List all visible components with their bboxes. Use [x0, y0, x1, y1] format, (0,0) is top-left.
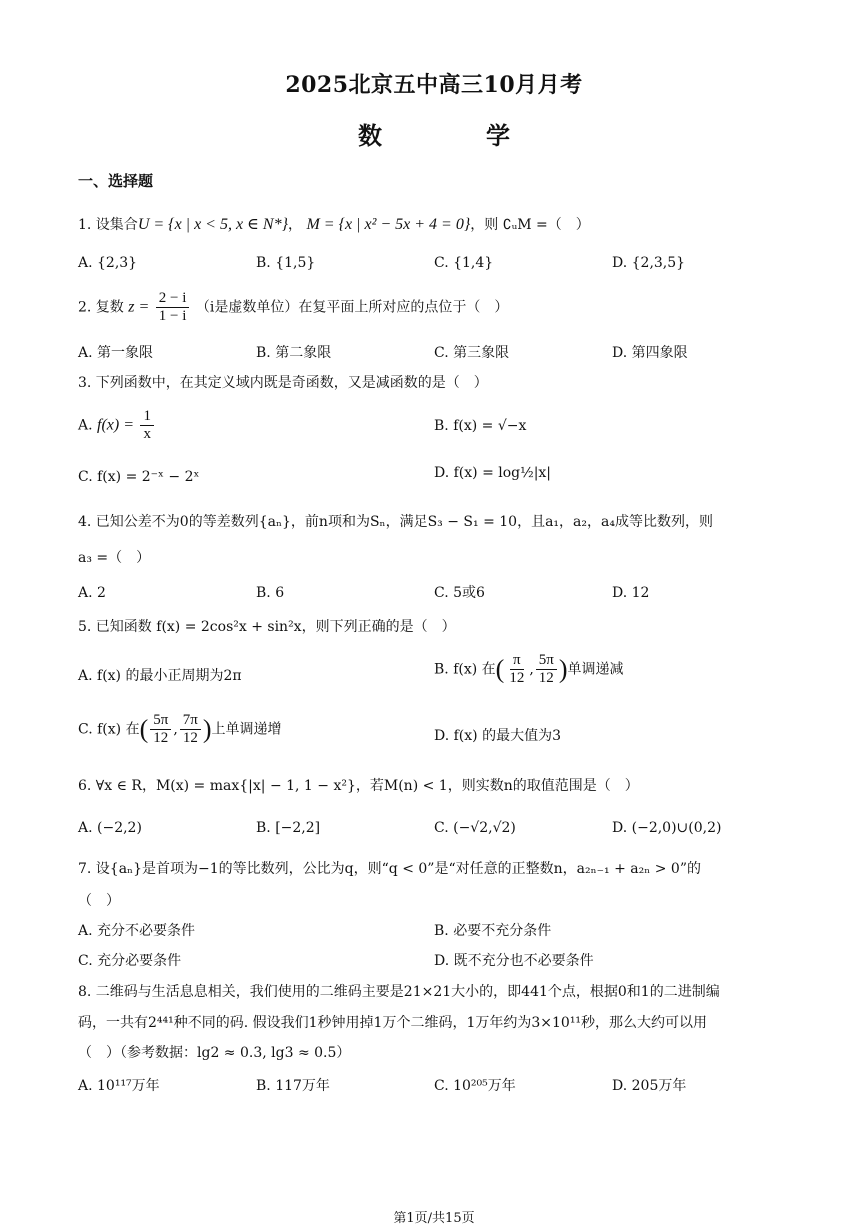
q3-option-a: A. f(x) = $\frac{1}{x}$	[78, 408, 156, 443]
q2-option-c: C. 第三象限	[434, 345, 510, 361]
q6-option-d: D. (−2,0)∪(0,2)	[612, 820, 722, 836]
exam-title: 2025北京五中高三10月月考	[285, 72, 583, 98]
question-4: 4. 已知公差不为0的等差数列{aₙ}，前n项和为Sₙ，满足S₃ − S₁ = 10，且a₁，a₂，a₄成等比数列，则	[78, 514, 713, 530]
q4-option-c: C. 5或6	[434, 585, 485, 601]
q1-option-d: D. {2,3,5}	[612, 255, 686, 271]
q7-option-d: D. 既不充分也不必要条件	[434, 953, 594, 969]
q3-option-b: B. f(x) = √−x	[434, 418, 527, 434]
q8-option-d: D. 205万年	[612, 1078, 687, 1094]
section-heading: 一、选择题	[78, 172, 154, 190]
q7-option-c: C. 充分必要条件	[78, 953, 182, 969]
question-7: 7. 设{aₙ}是首项为−1的等比数列，公比为q，则“q < 0”是“对任意的正整数n，a₂ₙ₋₁ + a₂ₙ > 0”的	[78, 861, 701, 877]
question-2	[78, 290, 798, 325]
q3-option-c: C. f(x) = 2⁻ˣ − 2ˣ	[78, 469, 200, 485]
q4-option-b: B. 6	[256, 585, 285, 601]
q1-set-u: U = {x | x < 5, x ∈ N*}	[137, 216, 288, 233]
q4-option-d: D. 12	[612, 585, 650, 601]
q5-option-d: D. f(x) 的最大值为3	[434, 728, 561, 744]
question-5: 5. 已知函数 f(x) = 2cos²x + sin²x，则下列正确的是（ ）	[78, 619, 456, 635]
question-8-ref: （ ）（参考数据：lg2 ≈ 0.3, lg3 ≈ 0.5）	[78, 1045, 351, 1061]
q8-option-a: A. 10¹¹⁷万年	[78, 1078, 160, 1094]
question-7-cont: （ ）	[78, 893, 120, 909]
page-footer: 第1页/共15页	[393, 1211, 475, 1226]
q8-option-b: B. 117万年	[256, 1078, 330, 1094]
question-4-cont: a₃ =（ ）	[78, 550, 151, 566]
q3-option-d: D. f(x) = log½|x|	[434, 465, 552, 481]
q2-tail: （i是虚数单位）在复平面上所对应的点位于（ ）	[195, 299, 509, 316]
q1-label: 1. 设集合	[78, 217, 138, 233]
q6-option-a: A. (−2,2)	[78, 820, 142, 836]
q7-option-a: A. 充分不必要条件	[78, 923, 196, 939]
q8-option-c: C. 10²⁰⁵万年	[434, 1078, 516, 1094]
question-6: 6. ∀x ∈ R，M(x) = max{|x| − 1, 1 − x²}，若M(n) < 1，则实数n的取值范围是（ ）	[78, 778, 639, 794]
q6-option-b: B. [−2,2]	[256, 820, 321, 836]
question-3: 3. 下列函数中，在其定义域内既是奇函数，又是减函数的是（ ）	[78, 375, 488, 391]
q2-option-b: B. 第二象限	[256, 345, 332, 361]
question-1	[78, 215, 798, 235]
q5-option-a: A. f(x) 的最小正周期为2π	[78, 668, 242, 684]
question-8-cont: 码，一共有2⁴⁴¹种不同的码. 假设我们1秒钟用掉1万个二维码，1万年约为3×10¹¹秒，那么大约可以用	[78, 1015, 708, 1031]
q1-option-b: B. {1,5}	[256, 255, 316, 271]
q1-set-m: M = {x | x² − 5x + 4 = 0}	[306, 216, 471, 233]
q5-option-b: B. f(x) 在( $\frac{\pi}{12}$ , $\frac{5\pi}{12}$ )单调递减	[434, 652, 624, 686]
subject-title: 数 学	[358, 121, 550, 150]
question-8: 8. 二维码与生活息息相关，我们使用的二维码主要是21×21大小的，即441个点，根据0和1的二进制编	[78, 984, 720, 1000]
q5-option-c: C. f(x) 在( $\frac{5\pi}{12}$ , $\frac{7\pi}{12}$ )上单调递增	[78, 712, 282, 746]
q2-label: 2. 复数	[78, 299, 124, 316]
q2-z: z =	[128, 298, 150, 316]
q7-option-b: B. 必要不充分条件	[434, 923, 552, 939]
q2-option-a: A. 第一象限	[78, 345, 154, 361]
q6-option-c: C. (−√2,√2)	[434, 820, 516, 836]
q1-sep: ，	[287, 217, 302, 233]
q2-option-d: D. 第四象限	[612, 345, 688, 361]
q4-option-a: A. 2	[78, 585, 106, 601]
q1-option-a: A. {2,3}	[78, 255, 138, 271]
q1-option-c: C. {1,4}	[434, 255, 494, 271]
q2-fraction: $\frac{2 - i}{1 - i}$	[156, 290, 190, 325]
q1-tail: ，则 ∁ᵤM =（ ）	[470, 217, 590, 233]
